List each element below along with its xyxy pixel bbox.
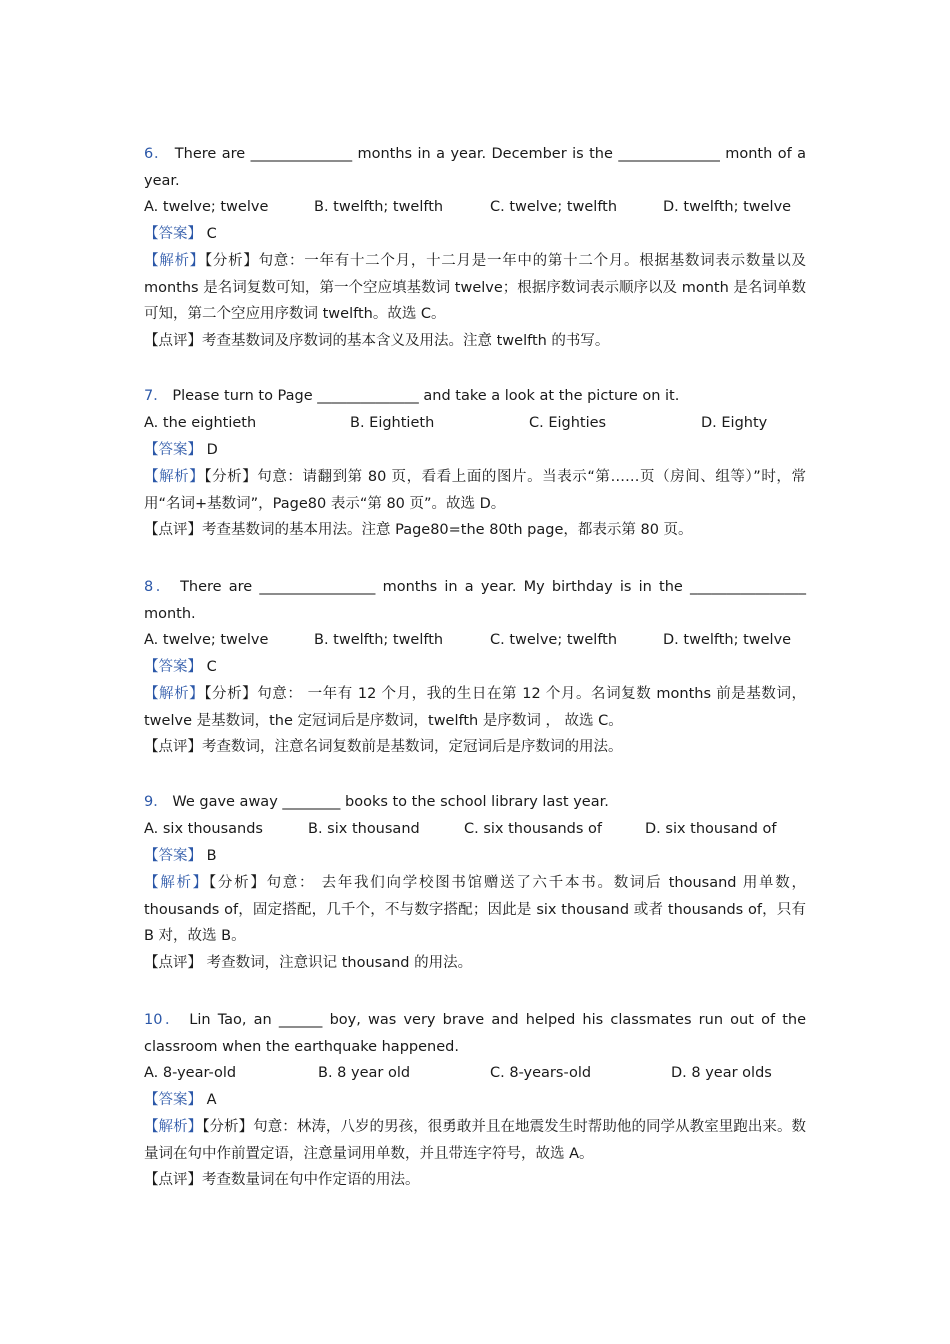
analysis-block <box>144 464 806 517</box>
answer-line <box>144 654 806 681</box>
option-a: A. twelve; twelve <box>144 632 269 648</box>
answer-line <box>144 1087 806 1114</box>
question-number: 10． <box>144 1012 183 1028</box>
option-a: A. twelve; twelve <box>144 199 269 215</box>
analysis-tag: 【解析】 <box>144 253 205 269</box>
question-text: There are ________________ months in a year. My birthday is in the ________________ month. <box>144 579 806 622</box>
analysis-block <box>144 870 806 950</box>
question-6 <box>144 141 806 355</box>
analysis-text: 【分析】句意：林涛，八岁的男孩，很勇敢并且在地震发生时帮助他的同学从教室里跑出来。数量词在句中作前置定语，注意量词用单数，并且带连字符号，故选 A。 <box>144 1119 806 1162</box>
option-d: D. twelfth; twelve <box>663 199 792 215</box>
question-stem <box>144 574 806 627</box>
option-c: C. 8-years-old <box>490 1065 592 1081</box>
question-text: There are ______________ months in a year. December is the ______________ month of a year. <box>144 146 806 189</box>
question-stem <box>144 789 806 816</box>
options-row <box>144 410 806 437</box>
options-row <box>144 194 806 221</box>
analysis-tag: 【解析】 <box>144 686 205 702</box>
answer-line <box>144 437 806 464</box>
option-b: B. twelfth; twelfth <box>314 632 444 648</box>
answer-tag: 【答案】 <box>144 848 202 864</box>
comment-line: 【点评】考查基数词的基本用法。注意 Page80=the 80th page，都表示第 80 页。 <box>144 522 693 538</box>
answer-tag: 【答案】 <box>144 1092 202 1108</box>
option-a: A. six thousands <box>144 821 263 837</box>
analysis-block <box>144 1114 806 1167</box>
analysis-block <box>144 681 806 734</box>
question-stem <box>144 141 806 194</box>
option-b: B. twelfth; twelfth <box>314 199 444 215</box>
option-a: A. the eightieth <box>144 415 257 431</box>
answer-tag: 【答案】 <box>144 226 202 242</box>
option-d: D. 8 year olds <box>671 1065 772 1081</box>
comment-line: 【点评】考查基数词及序数词的基本含义及用法。注意 twelfth 的书写。 <box>144 332 610 349</box>
comment-line: 【点评】考查数量词在句中作定语的用法。 <box>144 1172 420 1188</box>
analysis-tag: 【解析】 <box>144 875 209 891</box>
option-d: D. Eighty <box>701 415 768 431</box>
answer-value: C <box>206 226 217 242</box>
analysis-text: 【分析】句意： 一年有 12 个月，我的生日在第 12 个月。名词复数 months 前是基数词，twelve 是基数词，the 定冠词后是序数词，twelfth 是序数词 ， 故选 C。 <box>144 686 807 729</box>
analysis-text: 【分析】句意： 去年我们向学校图书馆赠送了六千本书。数词后 thousand 用单数，thousands of，固定搭配，几千个，不与数字搭配；因此是 six thousand 或者 thousands of，只有 B 对，故选 B。 <box>144 875 806 944</box>
analysis-text: 【分析】句意：请翻到第 80 页，看看上面的图片。当表示“第……页（房间、组等）”时，常用“名词+基数词”，Page80 表示“第 80 页”。故选 D。 <box>144 469 806 512</box>
option-a: A. 8-year-old <box>144 1065 237 1081</box>
analysis-block <box>144 248 806 328</box>
answer-tag: 【答案】 <box>144 442 202 458</box>
answer-line <box>144 221 806 248</box>
question-8 <box>144 574 806 761</box>
option-c: C. six thousands of <box>464 821 603 837</box>
question-number: 9． <box>144 794 168 810</box>
question-text: Lin Tao, an ______ boy, was very brave and helped his classmates run out of the classroom when the earthquake happened. <box>144 1012 807 1055</box>
option-b: B. six thousand <box>308 821 420 837</box>
option-b: B. 8 year old <box>318 1065 411 1081</box>
question-10 <box>144 1007 806 1194</box>
answer-value: D <box>206 442 218 458</box>
option-b: B. Eightieth <box>350 415 435 431</box>
option-d: D. twelfth; twelve <box>663 632 792 648</box>
comment-line: 【点评】 考查数词，注意识记 thousand 的用法。 <box>144 954 473 971</box>
answer-value: C <box>206 659 217 675</box>
options-row <box>144 1060 806 1087</box>
options-row <box>144 627 806 654</box>
option-d: D. six thousand of <box>645 821 777 837</box>
question-number: 7． <box>144 388 168 404</box>
comment-line: 【点评】考查数词，注意名词复数前是基数词，定冠词后是序数词的用法。 <box>144 739 623 755</box>
answer-value: B <box>206 848 217 864</box>
answer-tag: 【答案】 <box>144 659 202 675</box>
question-text: We gave away ________ books to the school library last year. <box>172 794 609 810</box>
question-stem <box>144 1007 806 1060</box>
question-stem <box>144 383 806 410</box>
answer-line <box>144 843 806 870</box>
analysis-tag: 【解析】 <box>144 469 205 485</box>
question-text: Please turn to Page ______________ and take a look at the picture on it. <box>172 388 680 404</box>
question-7 <box>144 383 806 544</box>
question-number: 6． <box>144 146 170 162</box>
question-9 <box>144 789 806 977</box>
option-c: C. Eighties <box>529 415 607 431</box>
question-number: 8． <box>144 579 173 595</box>
analysis-tag: 【解析】 <box>144 1119 203 1135</box>
answer-value: A <box>206 1092 217 1108</box>
option-c: C. twelve; twelfth <box>490 632 618 648</box>
analysis-text: 【分析】句意：一年有十二个月，十二月是一年中的第十二个月。根据基数词表示数量以及 months 是名词复数可知，第一个空应填基数词 twelve；根据序数词表示顺序以及 month 是名词单数可知，第二个空应用序数词 twelfth。故选 C。 <box>144 253 807 322</box>
options-row <box>144 816 806 843</box>
option-c: C. twelve; twelfth <box>490 199 618 215</box>
